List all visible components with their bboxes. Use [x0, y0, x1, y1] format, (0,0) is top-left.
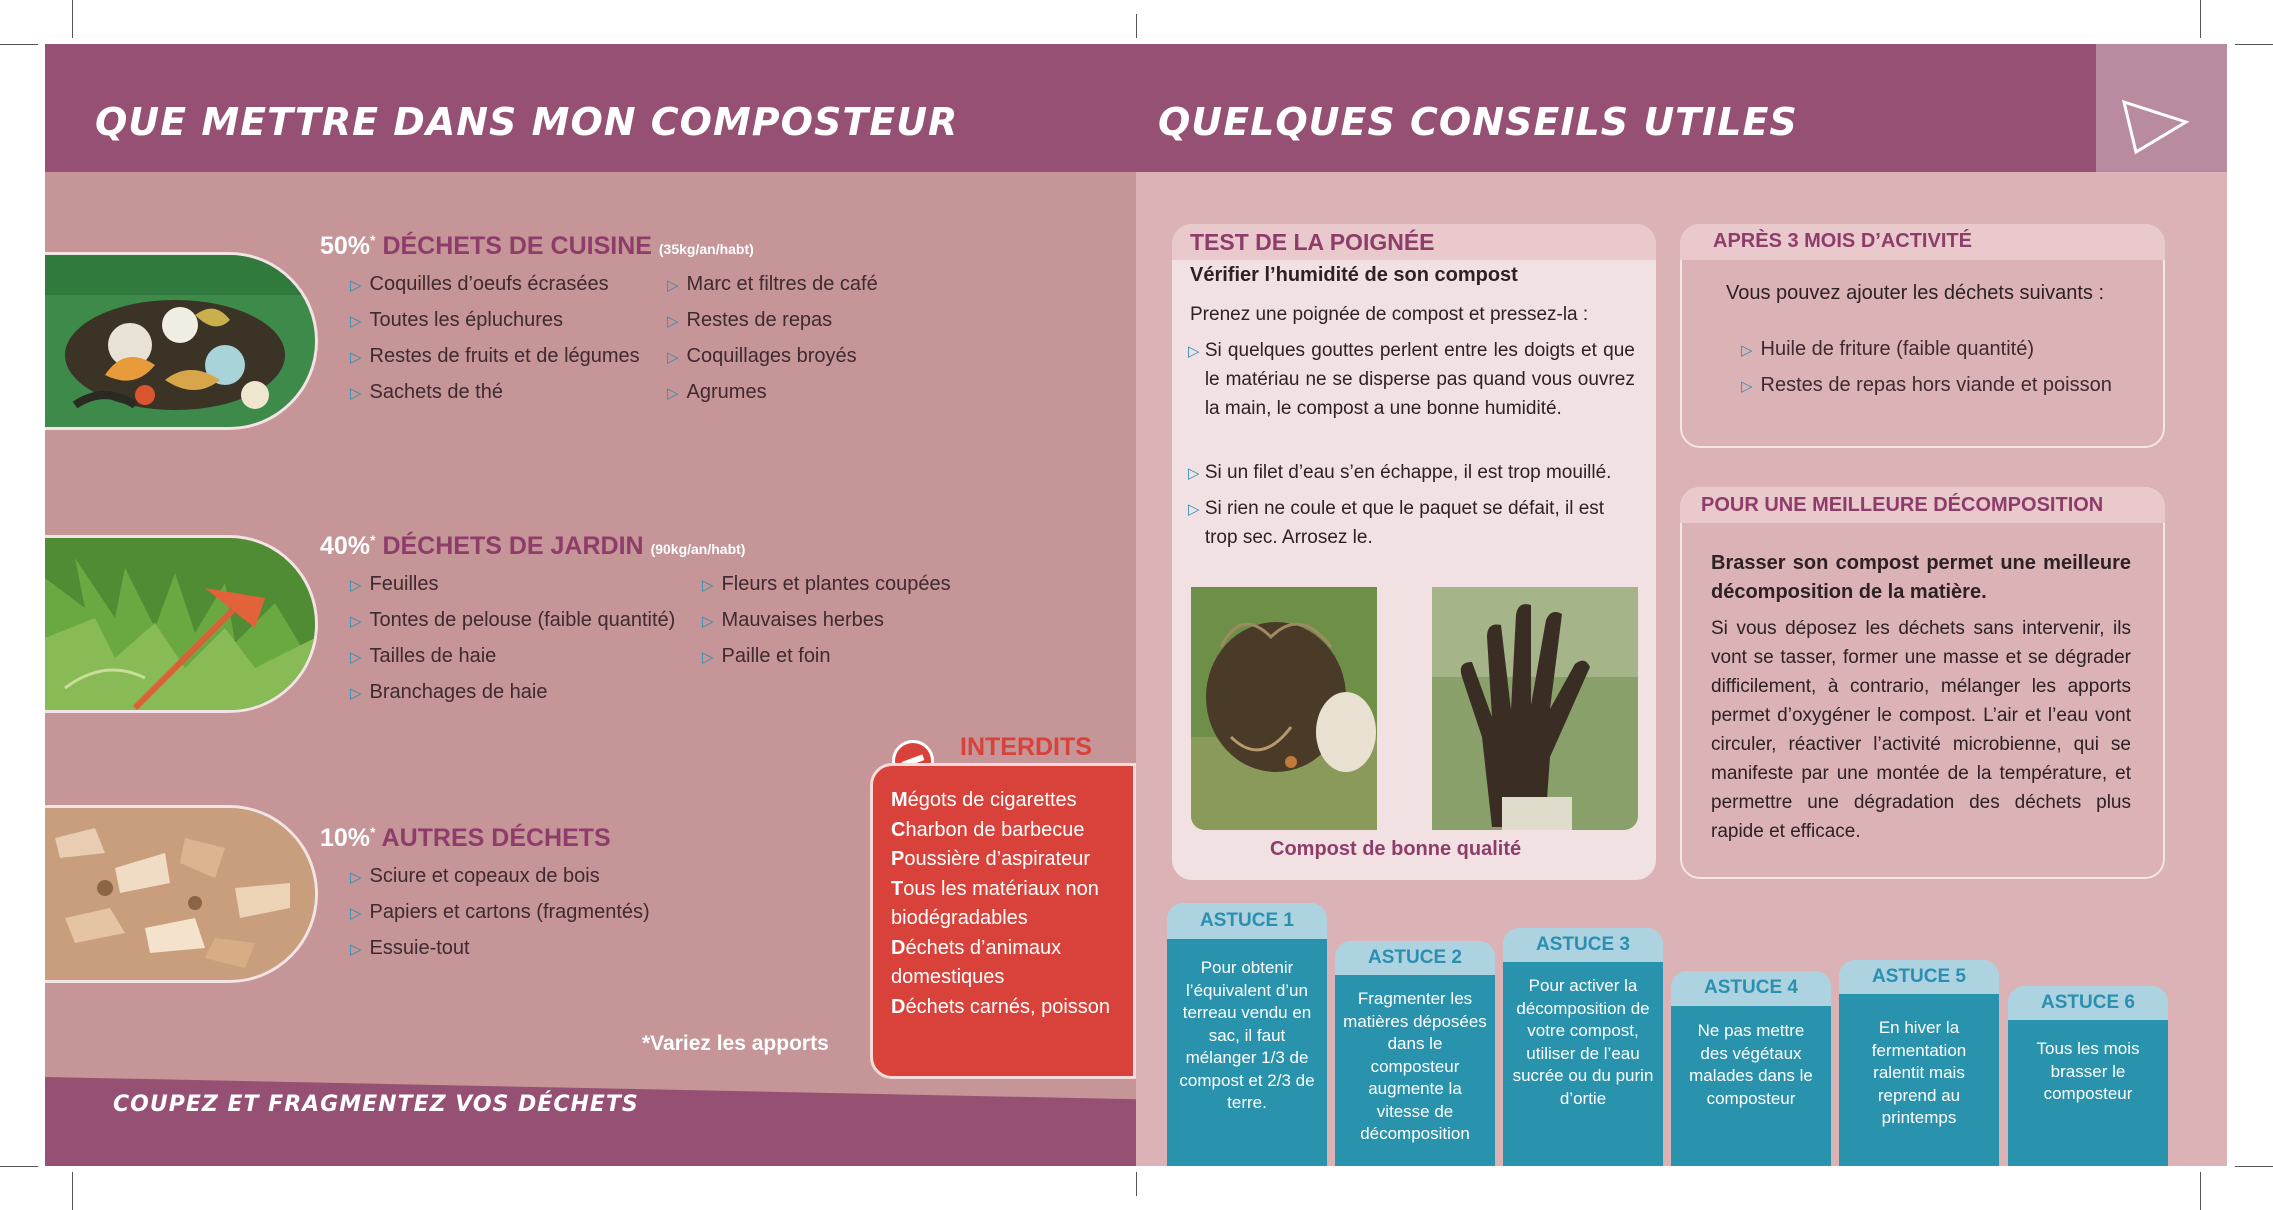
crop-mark: [1136, 14, 1137, 38]
bullet-triangle-icon: ▷: [350, 349, 362, 366]
crop-mark: [2200, 0, 2201, 38]
list-item: ▷ Branchages de haie: [350, 681, 548, 703]
list-item: ▷ Mauvaises herbes: [702, 609, 884, 631]
list-item: ▷ Fleurs et plantes coupées: [702, 573, 951, 595]
tip-1-body: Pour obtenir l’équivalent d’un terreau vendu en sac, il faut mélanger 1/3 de compost et 2/3 de terre.: [1167, 939, 1327, 1166]
bullet-triangle-icon: ▷: [702, 649, 714, 666]
interdits-title: INTERDITS: [960, 733, 1092, 761]
other-list: [350, 859, 650, 967]
tip-4-header: ASTUCE 4: [1671, 971, 1831, 1006]
compost-handful-photo: [1191, 587, 1377, 830]
list-item: ▷ Toutes les épluchures: [350, 309, 563, 331]
bullet-triangle-icon: ▷: [1188, 343, 1200, 360]
right-page-title: QUELQUES CONSEILS UTILES: [1158, 100, 1798, 144]
list-item: ▷ Coquillages broyés: [667, 345, 857, 367]
bullet-triangle-icon: ▷: [350, 577, 362, 594]
garden-percent: 40%: [320, 532, 371, 560]
bullet-triangle-icon: ▷: [667, 313, 679, 330]
forbidden-item: Charbon de barbecue: [891, 818, 1085, 841]
page-turn-arrow-icon: [2096, 44, 2227, 172]
asterisk: *: [370, 824, 376, 840]
list-item: ▷ Paille et foin: [702, 645, 831, 667]
bullet-triangle-icon: ▷: [350, 613, 362, 630]
garden-amount: (90kg/an/habt): [650, 541, 746, 557]
bullet-triangle-icon: ▷: [1188, 501, 1200, 518]
grip-test-intro: Prenez une poignée de compost et pressez-la :: [1190, 304, 1589, 325]
tip-6-body: Tous les mois brasser le composteur: [2008, 1020, 2168, 1166]
left-page-title: QUE METTRE DANS MON COMPOSTEUR: [95, 100, 959, 144]
list-item: ▷ Restes de repas hors viande et poisson: [1741, 374, 2112, 396]
list-item: ▷ Huile de friture (faible quantité): [1741, 338, 2035, 360]
bullet-triangle-icon: ▷: [350, 385, 362, 402]
list-item: ▷ Restes de fruits et de légumes: [350, 345, 640, 367]
kitchen-name: DÉCHETS DE CUISINE: [382, 232, 652, 260]
wood-chips-photo: [45, 805, 318, 983]
tip-2-header: ASTUCE 2: [1335, 941, 1495, 975]
garden-name: DÉCHETS DE JARDIN: [382, 532, 644, 560]
kitchen-waste-photo: [45, 252, 318, 430]
crop-mark: [2200, 1172, 2201, 1210]
bullet-triangle-icon: ▷: [702, 613, 714, 630]
grip-test-subtitle: Vérifier l’humidité de son compost: [1190, 264, 1518, 286]
list-item: ▷ Essuie-tout: [350, 937, 470, 959]
grip-test-point: ▷ Si quelques gouttes perlent entre les doigts et que le matériau ne se disperse pas quand vous ouvrez la main, le compost a une bonne humidité.: [1188, 340, 1635, 419]
tip-1-header: ASTUCE 1: [1167, 903, 1327, 939]
list-item: ▷ Marc et filtres de café: [667, 273, 878, 295]
bullet-triangle-icon: ▷: [667, 277, 679, 294]
crop-mark: [2235, 44, 2273, 45]
kitchen-percent: 50%: [320, 232, 371, 260]
kitchen-amount: (35kg/an/habt): [658, 241, 754, 257]
other-section-title: [320, 824, 611, 853]
tip-3-body: Pour activer la décomposition de votre compost, utiliser de l’eau sucrée ou du purin d’ortie: [1503, 962, 1663, 1166]
forbidden-item: Tous les matériaux non biodégradables: [891, 877, 1099, 929]
list-item: ▷ Tailles de haie: [350, 645, 497, 667]
crop-mark: [1136, 1172, 1137, 1196]
bullet-triangle-icon: ▷: [1741, 342, 1753, 359]
tip-4-body: Ne pas mettre des végétaux malades dans le composteur: [1671, 1006, 1831, 1166]
bullet-triangle-icon: ▷: [667, 385, 679, 402]
tip-6-header: ASTUCE 6: [2008, 986, 2168, 1020]
garden-list-col1: [350, 567, 675, 711]
bullet-triangle-icon: ▷: [1741, 378, 1753, 395]
list-item: ▷ Tontes de pelouse (faible quantité): [350, 609, 676, 631]
after-3-months-intro: Vous pouvez ajouter les déchets suivants :: [1726, 282, 2105, 304]
bullet-triangle-icon: ▷: [350, 941, 362, 958]
crop-mark: [72, 1172, 73, 1210]
kitchen-section-title: [320, 232, 754, 261]
other-percent: 10%: [320, 824, 371, 852]
page-corner-box: [2096, 44, 2227, 172]
after-3-months-title: APRÈS 3 MOIS D’ACTIVITÉ: [1713, 230, 1972, 252]
bullet-triangle-icon: ▷: [1188, 465, 1200, 482]
bullet-triangle-icon: ▷: [350, 277, 362, 294]
bullet-triangle-icon: ▷: [350, 905, 362, 922]
kitchen-list-col1: [350, 267, 640, 411]
bullet-triangle-icon: ▷: [350, 869, 362, 886]
asterisk: *: [370, 532, 376, 548]
garden-section-title: [320, 532, 745, 561]
list-item: ▷ Feuilles: [350, 573, 439, 595]
kitchen-list-col2: [667, 267, 878, 411]
bullet-triangle-icon: ▷: [350, 649, 362, 666]
vary-note: *Variez les apports: [642, 1032, 829, 1055]
garden-list-col2: [702, 567, 951, 675]
list-item: ▷ Restes de repas: [667, 309, 833, 331]
left-footer-text: COUPEZ ET FRAGMENTEZ VOS DÉCHETS: [113, 1092, 639, 1117]
asterisk: *: [370, 232, 376, 248]
after-3-months-list: [1741, 332, 2112, 404]
bullet-triangle-icon: ▷: [350, 685, 362, 702]
decomposition-title: POUR UNE MEILLEURE DÉCOMPOSITION: [1701, 494, 2104, 516]
grip-test-point: ▷ Si rien ne coule et que le paquet se défait, il est trop sec. Arrosez le.: [1188, 498, 1605, 548]
bullet-triangle-icon: ▷: [702, 577, 714, 594]
decomposition-body: Si vous déposez les déchets sans intervenir, ils vont se tasser, former une masse et se dégrader difficilement, à contrario, mélanger les apports permet d’oxygéner le compost. L’air et l’eau vont circuler, réactiver l’activité microbienne, qui se manifeste par une montée de la température, et permettre une dégradation des déchets plus rapide et efficace.: [1711, 618, 2131, 842]
grip-test-title: TEST DE LA POIGNÉE: [1190, 229, 1435, 255]
tip-5-header: ASTUCE 5: [1839, 960, 1999, 994]
forbidden-item: Mégots de cigarettes: [891, 789, 1077, 811]
list-item: ▷ Sciure et copeaux de bois: [350, 865, 600, 887]
other-name: AUTRES DÉCHETS: [381, 824, 611, 852]
grip-test-point: ▷ Si un filet d’eau s’en échappe, il est trop mouillé.: [1188, 462, 1612, 483]
crop-mark: [0, 44, 38, 45]
forbidden-item: Déchets carnés, poisson: [891, 995, 1111, 1018]
tip-2-body: Fragmenter les matières déposées dans le composteur augmente la vitesse de décomposition: [1335, 975, 1495, 1166]
crop-mark: [72, 0, 73, 38]
crop-mark: [0, 1166, 38, 1167]
forbidden-item: Poussière d’aspirateur: [891, 848, 1090, 870]
decomposition-lead: Brasser son compost permet une meilleure décomposition de la matière.: [1711, 552, 2131, 603]
garden-waste-photo: [45, 535, 318, 713]
list-item: ▷ Papiers et cartons (fragmentés): [350, 901, 650, 923]
list-item: ▷ Coquilles d’oeufs écrasées: [350, 273, 609, 295]
photo-caption: Compost de bonne qualité: [1270, 838, 1522, 860]
list-item: ▷ Sachets de thé: [350, 381, 503, 403]
crop-mark: [2235, 1166, 2273, 1167]
tip-5-body: En hiver la fermentation ralentit mais reprend au printemps: [1839, 994, 1999, 1166]
tip-3-header: ASTUCE 3: [1503, 928, 1663, 962]
gloved-hand-photo: [1432, 587, 1638, 830]
list-item: ▷ Agrumes: [667, 381, 767, 403]
bullet-triangle-icon: ▷: [667, 349, 679, 366]
interdits-box: [870, 763, 1136, 1079]
bullet-triangle-icon: ▷: [350, 313, 362, 330]
forbidden-item: Déchets d’animaux domestiques: [891, 936, 1062, 988]
